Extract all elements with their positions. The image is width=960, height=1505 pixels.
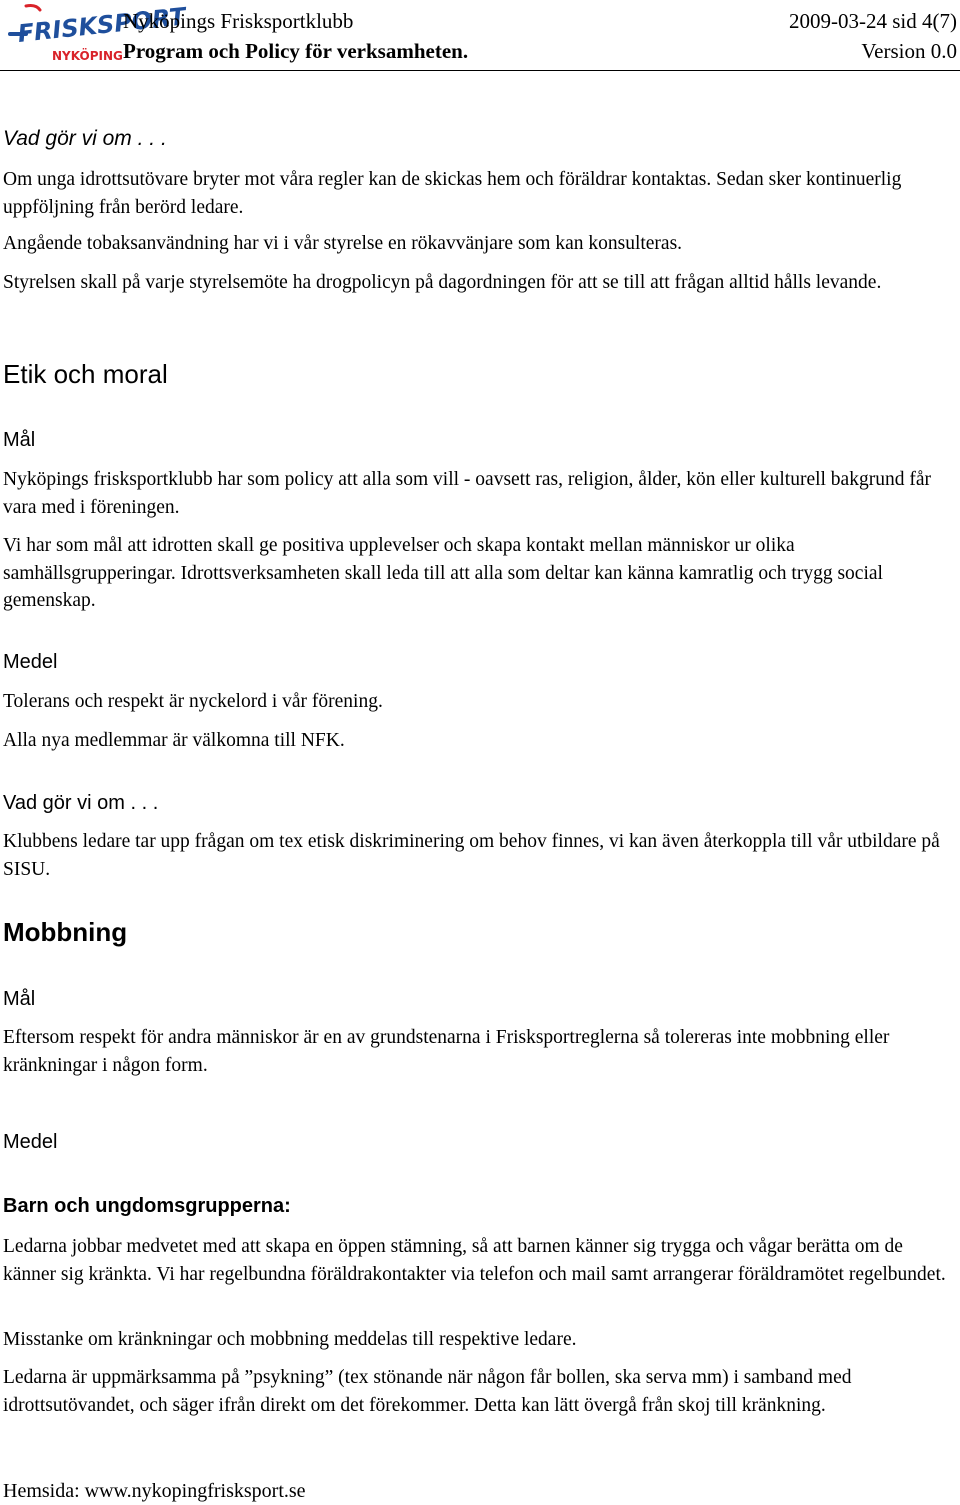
ethics-goal-heading: Mål — [3, 429, 36, 451]
youth-paragraph-1: Ledarna jobbar medvetet med att skapa en öppen stämning, så att barnen känner sig trygga och vågar berätta om de känner sig kränkta. Vi har regelbundna föräldrakontakter via telefon och mail samt arrangerar föräldramötet regelbundet. — [3, 1236, 946, 1285]
drug-paragraph-3: Styrelsen skall på varje styrelsemöte ha drogpolicyn på dagordningen för att se till att frågan alltid hålls levande. — [3, 272, 882, 293]
youth-groups-heading: Barn och ungdomsgrupperna: — [3, 1195, 291, 1217]
ethics-means-paragraph-1: Tolerans och respekt är nyckelord i vår förening. — [3, 691, 383, 712]
what-if-heading-ethics: Vad gör vi om . . . — [3, 792, 159, 814]
ethics-what-if-paragraph: Klubbens ledare tar upp frågan om tex etisk diskriminering om behov finnes, vi kan även återkoppla till vår utbildare på SISU. — [3, 831, 940, 880]
logo-text-top: FRISKSPORT — [16, 2, 188, 48]
drug-paragraph-2: Angående tobaksanvändning har vi i vår styrelse en rökavvänjare som kan konsulteras. — [3, 233, 683, 254]
logo-graphic — [6, 2, 188, 66]
ethics-means-paragraph-2: Alla nya medlemmar är välkomna till NFK. — [3, 730, 345, 751]
bullying-goal-paragraph: Eftersom respekt för andra människor är en av grundstenarna i Frisksportreglerna så tolereras inte mobbning eller kränkningar i någon form. — [3, 1027, 890, 1076]
youth-paragraph-3: Ledarna är uppmärksamma på ”psykning” (tex stönande när någon får bollen, ska serva mm) i samband med idrottsutövandet, och säger ifrån direkt om det förekommer. Detta kan lätt övergå från skoj till kränkning. — [3, 1367, 852, 1416]
bullying-heading: Mobbning — [3, 917, 128, 947]
ethics-goal-paragraph-1: Nyköpings frisksportklubb har som policy att alla som vill - oavsett ras, religion, ålder, kön eller kulturell bakgrund får vara med i föreningen. — [3, 469, 931, 518]
document-version: Version 0.0 — [861, 39, 957, 63]
bullying-means-heading: Medel — [3, 1131, 58, 1153]
frisksport-logo — [6, 2, 188, 66]
bullying-goal-heading: Mål — [3, 988, 36, 1010]
what-if-heading-drug: Vad gör vi om . . . — [3, 127, 167, 150]
page-header — [0, 0, 960, 72]
ethics-goal-paragraph-2: Vi har som mål att idrotten skall ge positiva upplevelser och skapa kontakt mellan människor ur olika samhällsgrupperingar. Idrottsverksamheten skall leda till att alla som deltar kan känna kamratlig och trygg social gemenskap. — [3, 535, 883, 611]
footer-website: Hemsida: www.nykopingfrisksport.se — [3, 1480, 306, 1502]
ethics-means-heading: Medel — [3, 651, 58, 673]
ethics-heading: Etik och moral — [3, 359, 168, 389]
drug-paragraph-1: Om unga idrottsutövare bryter mot våra regler kan de skickas hem och föräldrar kontaktas. Sedan sker kontinuerlig uppföljning från berörd ledare. — [3, 169, 902, 218]
youth-paragraph-2: Misstanke om kränkningar och mobbning meddelas till respektive ledare. — [3, 1329, 577, 1350]
organization-name: Nyköpings Frisksportklubb — [123, 9, 354, 33]
date-page-number: 2009-03-24 sid 4(7) — [789, 9, 957, 33]
header-divider — [0, 70, 960, 71]
document-title: Program och Policy för verksamheten. — [123, 39, 469, 63]
logo-text-bottom: NYKÖPING — [52, 49, 123, 63]
